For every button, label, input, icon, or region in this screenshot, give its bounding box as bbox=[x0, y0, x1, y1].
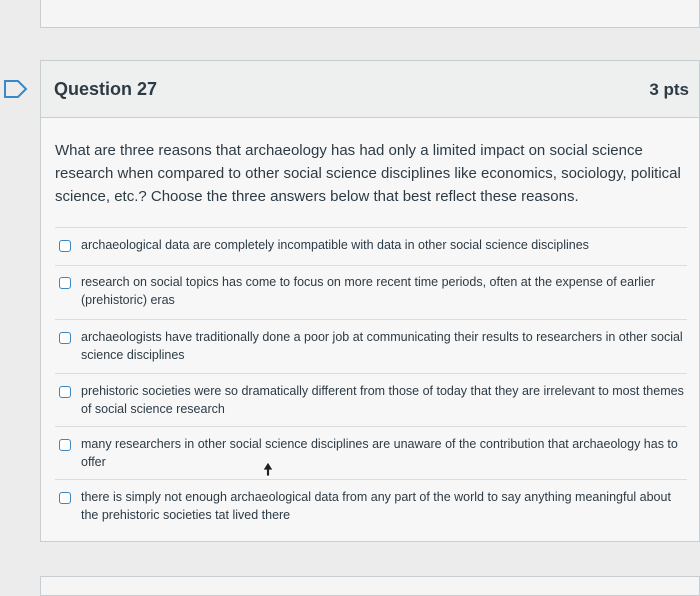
previous-question-card bbox=[40, 0, 700, 28]
question-card bbox=[40, 60, 700, 542]
answer-checkbox[interactable] bbox=[59, 439, 71, 451]
answer-label: there is simply not enough archaeological data from any part of the world to say anything meaningful about the prehistoric societies tat lived there bbox=[81, 490, 671, 522]
answer-label: prehistoric societies were so dramatically different from those of today that they are irrelevant to most themes of social science research bbox=[81, 384, 684, 416]
answer-checkbox[interactable] bbox=[59, 277, 71, 289]
answer-label: many researchers in other social science disciplines are unaware of the contribution that archaeology has to offer bbox=[81, 437, 678, 469]
answer-checkbox[interactable] bbox=[59, 332, 71, 344]
answer-label: research on social topics has come to focus on more recent time periods, often at the expense of earlier (prehistoric) eras bbox=[81, 275, 655, 307]
question-points: 3 pts bbox=[649, 80, 689, 99]
question-title: Question 27 bbox=[54, 79, 158, 99]
answer-option-2[interactable] bbox=[55, 265, 687, 319]
answer-option-3[interactable] bbox=[55, 319, 687, 373]
answer-label: archaeologists have traditionally done a poor job at communicating their results to researchers in other social science disciplines bbox=[81, 330, 683, 362]
answer-list bbox=[55, 227, 687, 533]
answer-option-6[interactable] bbox=[55, 479, 687, 533]
answer-checkbox[interactable] bbox=[59, 240, 71, 252]
question-prompt: What are three reasons that archaeology has had only a limited impact on social science research when compared to other social science disciplines like economics, sociology, political science, etc.? Choose the three answers below that best reflect these reasons. bbox=[55, 142, 681, 205]
answer-option-1[interactable] bbox=[55, 227, 687, 265]
answer-label: archaeological data are completely incompatible with data in other social science disciplines bbox=[81, 238, 589, 252]
question-flag-icon[interactable] bbox=[3, 79, 29, 99]
answer-checkbox[interactable] bbox=[59, 386, 71, 398]
question-header bbox=[41, 61, 699, 118]
mouse-pointer-icon bbox=[261, 461, 275, 477]
next-question-card bbox=[40, 576, 700, 596]
answer-option-4[interactable] bbox=[55, 373, 687, 426]
answer-option-5[interactable] bbox=[55, 426, 687, 479]
answer-checkbox[interactable] bbox=[59, 492, 71, 504]
